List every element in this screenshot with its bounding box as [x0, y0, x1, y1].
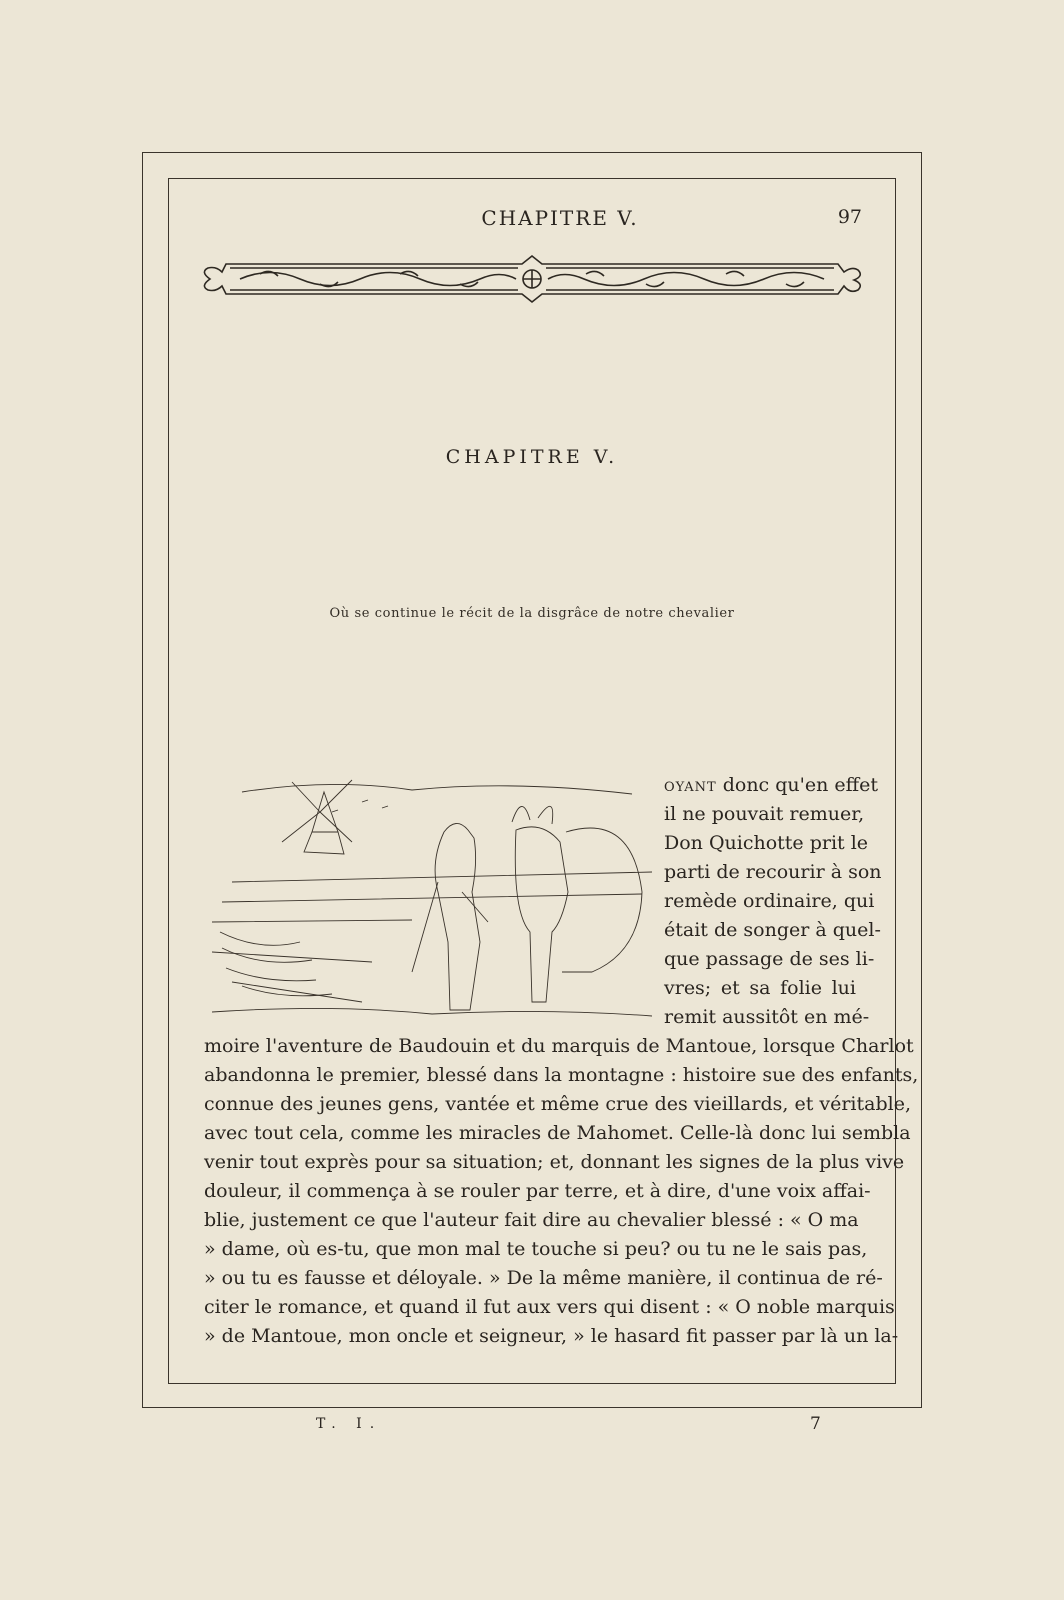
text-line: était de songer à quel- — [664, 919, 881, 941]
text-line: douleur, il commença à se rouler par terre, et à dire, d'une voix affai- — [204, 1180, 871, 1202]
text-line: Don Quichotte prit le — [664, 832, 869, 854]
text-line: abandonna le premier, blessé dans la montagne : histoire sue des enfants, — [204, 1064, 919, 1086]
dropcap-word: OYANT — [664, 780, 717, 795]
text-line: OYANT donc qu'en effet — [664, 774, 879, 796]
chapter-subtitle: Où se continue le récit de la disgrâce de notre chevalier — [329, 606, 735, 621]
text-line: remit aussitôt en mé- — [664, 1006, 870, 1028]
page-number: 97 — [837, 206, 862, 228]
text-line: moire l'aventure de Baudouin et du marquis de Mantoue, lorsque Charlot — [204, 1035, 914, 1057]
text-line: que passage de ses li- — [664, 948, 875, 970]
text-line: il ne pouvait remuer, — [664, 803, 865, 825]
ornament-icon — [200, 254, 864, 304]
text-line: » de Mantoue, mon oncle et seigneur, » le hasard fit passer par là un la- — [204, 1325, 899, 1347]
text-line: parti de recourir à son — [664, 861, 882, 883]
engraving-illustration — [212, 772, 652, 1030]
text-line: avec tout cela, comme les miracles de Mahomet. Celle-là donc lui sembla — [204, 1122, 911, 1144]
text-line: » dame, où es-tu, que mon mal te touche si peu? ou tu ne le sais pas, — [204, 1238, 868, 1260]
text-line: blie, justement ce que l'auteur fait dire au chevalier blessé : « O ma — [204, 1209, 859, 1231]
text-line: venir tout exprès pour sa situation; et, donnant les signes de la plus vive — [204, 1151, 905, 1173]
text-line: connue des jeunes gens, vantée et même crue des vieillards, et véritable, — [204, 1093, 911, 1115]
gathering-number: 7 — [810, 1414, 821, 1434]
text-line: citer le romance, et quand il fut aux vers qui disent : « O noble marquis — [204, 1296, 895, 1318]
text-line: remède ordinaire, qui — [664, 890, 875, 912]
chapter-title: CHAPITRE V. — [445, 446, 619, 468]
text-line: vres; et sa folie lui — [664, 977, 856, 999]
running-title: CHAPITRE V. — [481, 206, 639, 230]
signature-mark: T. I. — [316, 1416, 383, 1432]
text-line: » ou tu es fausse et déloyale. » De la même manière, il continua de ré- — [204, 1267, 883, 1289]
